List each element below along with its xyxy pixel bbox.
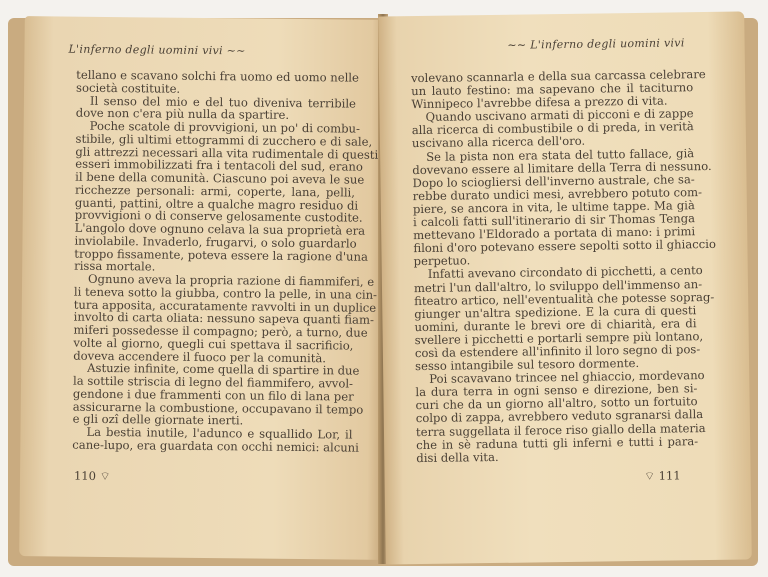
text-line: esseri immobilizzati fra i tentacoli del sud, erano	[75, 156, 363, 174]
text-line: che in sè raduna tutti gli inferni e tutti i para-	[416, 433, 699, 452]
text-line: stibile, gli ultimi ettogrammi di zucchero e di sale,	[75, 131, 373, 149]
text-line: Se la pista non era stata del tutto fallace, già	[426, 145, 695, 164]
text-line: giunger un'altra spedizione. E la cura di questi	[414, 302, 697, 321]
text-line: L'angolo dove ognuno celava la sua proprietà era	[74, 220, 366, 238]
text-line: i calcoli fatti sull'itinerario di sir Thomas Tenga	[412, 211, 696, 230]
text-line: società costituite.	[76, 80, 181, 96]
text-line: troppo fissamente, poteva essere la ragione d'una	[74, 246, 368, 264]
page-number: 110 ⌔	[73, 468, 111, 484]
paragraph	[72, 424, 359, 455]
text-line: volevano scannarla e della sua carcassa celebrare	[410, 67, 706, 86]
text-line: uomini, durante le brevi ore di chiarità, era di	[414, 315, 697, 334]
text-line: svellere i picchetti e portarli sempre più lontano,	[414, 328, 704, 347]
text-line: Ognuno aveva la propria razione di fiammiferi, e	[88, 271, 375, 289]
text-line: filoni d'oro potevano essere sepolti sotto il ghiaccio	[413, 237, 716, 256]
text-line: il bene della comunità. Ciascuno poi aveva le sue	[75, 169, 365, 187]
text-line: disi della vita.	[416, 449, 499, 465]
text-line: sesso intangibile sul tesoro dormente.	[414, 356, 640, 374]
text-line: Infatti avevano circondato di picchetti, a cento	[427, 263, 703, 282]
text-line: tura apposita, accuratamente ravvolti in un duplice	[73, 297, 377, 315]
text-line: inviolabile. Invaderlo, frugarvi, o solo guardarlo	[74, 233, 357, 251]
paragraph	[410, 67, 706, 112]
text-line: fiteatro artico, nell'eventualità che potesse soprag-	[414, 289, 715, 308]
right-page	[378, 11, 752, 564]
page-text	[72, 67, 379, 455]
text-line: rebbe durato undici mesi, avrebbero potuto com-	[412, 184, 703, 203]
text-line: la sottile striscia di legno del fiammifero, avvol-	[72, 373, 354, 391]
text-line: Astuzie infinite, come quella di spartire in due	[87, 361, 360, 378]
text-line: La bestia inutile, l'adunco e squallido Lor, il	[86, 424, 353, 442]
text-line: dovevano essere al limitare della Terra di nessuno.	[412, 158, 712, 177]
text-line: uscivano alla ricerca dell'oro.	[411, 134, 586, 151]
text-line: tellano e scavano solchi fra uomo ed uomo nelle	[76, 67, 359, 85]
paragraph	[73, 271, 378, 365]
text-line: e gli ozî delle giornate inerti.	[72, 411, 244, 428]
text-line: dove non c'era più nulla da spartire.	[75, 105, 290, 123]
text-line: piere, se ancora in vita, le ultime tappe. Ma già	[412, 198, 695, 217]
text-line: guanti, pattini, oltre a qualche magro residuo di	[74, 195, 359, 213]
paragraph	[74, 118, 379, 276]
text-line: alla ricerca di combustibile o di preda, in verità	[411, 119, 694, 138]
text-line: curi che da un giorno all'altro, sotto un fortuito	[415, 394, 698, 413]
paragraph	[72, 361, 364, 429]
left-page	[19, 16, 387, 560]
paragraph	[76, 67, 359, 97]
text-line: la dura terra in ogni senso e direzione, ben si-	[415, 381, 698, 400]
paragraph	[412, 145, 716, 269]
text-line: gli attrezzi necessari alla vita rudimentale di questi	[75, 144, 379, 162]
text-line: li teneva sotto la giubba, contro la pelle, in una cin-	[73, 284, 378, 302]
text-line: rissa mortale.	[74, 258, 156, 274]
text-line: un lauto festino: ma sapevano che il taciturno	[411, 80, 694, 99]
text-line: colpo di zappa, avrebbero veduto sgranarsi dalla	[415, 407, 704, 426]
page-number: ⌔ 111	[644, 468, 681, 483]
text-line: provvigioni o di conserve gelosamente custodite.	[74, 207, 363, 225]
paragraph	[415, 368, 706, 465]
text-line: perpetuo.	[413, 253, 471, 269]
running-head: L'inferno degli uomini vivi ∼∼	[68, 42, 246, 58]
text-line: metri l'un dall'altro, lo sviluppo dell'immenso an-	[413, 276, 703, 295]
text-line: volte al giorno, quegli cui spettava il sacrificio,	[73, 335, 354, 353]
paragraph	[412, 107, 695, 150]
paragraph	[413, 263, 715, 374]
text-line: Dopo lo sciogliersi dell'inverno australe, che sa-	[412, 171, 695, 190]
text-line: gendone i due frammenti con un filo di lana per	[72, 386, 354, 404]
text-line: involto di carta oliata: nessuno sapeva quanti fiam-	[73, 309, 374, 328]
text-line: Poi scavavano trincee nel ghiaccio, mordevano	[429, 368, 705, 387]
text-line: Quando uscivano armati di picconi e di zappe	[425, 106, 694, 125]
text-line: assicurarne la combustione, occupavano il tempo	[72, 399, 364, 417]
text-line: cane-lupo, era guardata con occhi nemici: alcuni	[72, 437, 359, 455]
text-line: doveva accendere il fuoco per la comunità.	[73, 348, 327, 365]
text-line: Poche scatole di provvigioni, un po' di combu-	[89, 118, 361, 136]
page-text	[410, 67, 716, 465]
text-line: mettevano l'Eldorado a portata di mano: i primi	[413, 224, 696, 243]
text-line: Il senso del mio e del tuo diveniva terribile	[89, 93, 357, 111]
running-head: ∼∼ L'inferno degli uomini vivi	[507, 36, 685, 52]
text-line: miferi possedesse il compagno; però, a turno, due	[73, 322, 368, 340]
text-line: ricchezze personali: armi, coperte, lana, pelli,	[74, 182, 356, 200]
text-line: terra suggellata il feroce riso giallo della materia	[415, 420, 706, 439]
text-line: Winnipeco l'avrebbe difesa a prezzo di vita.	[411, 93, 668, 112]
text-line: così da estendere all'infinito il loro segno di pos-	[414, 342, 701, 361]
